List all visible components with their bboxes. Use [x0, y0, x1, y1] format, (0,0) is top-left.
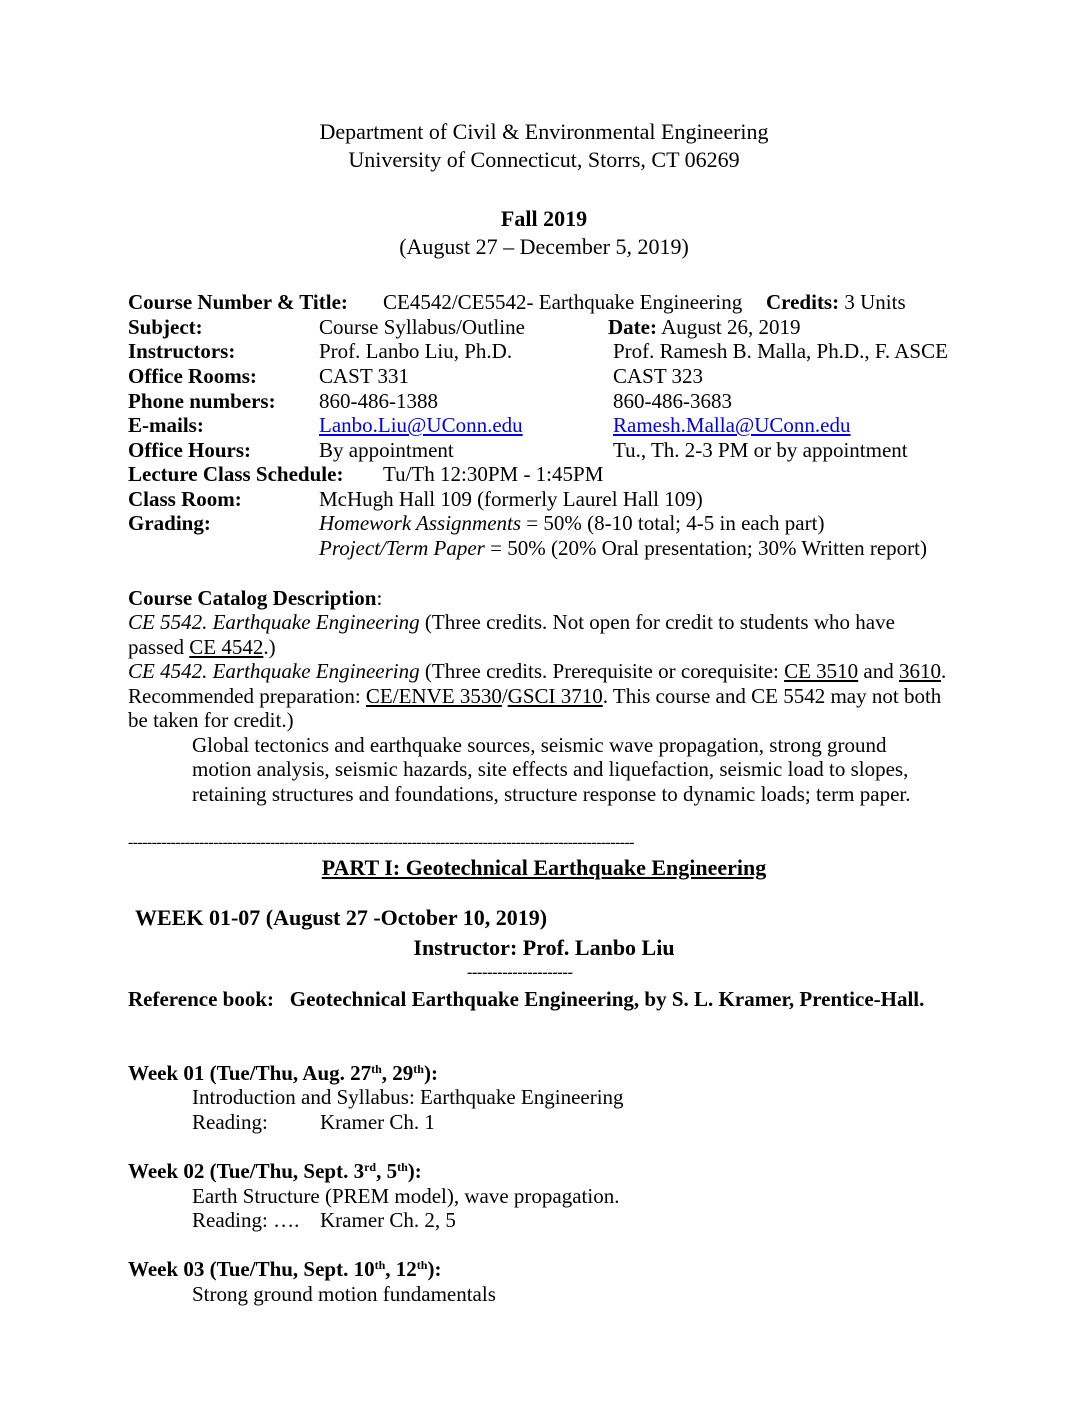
- week-heading-text: , 29: [381, 1061, 414, 1085]
- ordinal-suffix: th: [374, 1258, 386, 1272]
- instructor-2: Prof. Ramesh B. Malla, Ph.D., F. ASCE: [613, 339, 948, 363]
- hours-2: Tu., Th. 2-3 PM or by appointment: [613, 438, 908, 462]
- office-1: CAST 331: [319, 364, 410, 388]
- week-heading-text: ):: [427, 1257, 442, 1281]
- week-topic: Strong ground motion fundamentals: [192, 1282, 496, 1306]
- section-separator: -----------------------------------------------------------------------------------------------------------: [128, 834, 634, 851]
- date: [608, 315, 801, 340]
- date-value: August 26, 2019: [661, 315, 801, 339]
- subject-label: Subject:: [128, 315, 203, 339]
- ordinal-suffix: th: [397, 1160, 408, 1174]
- office-2: CAST 323: [613, 364, 704, 388]
- week-heading-text: , 5: [376, 1159, 398, 1183]
- classroom-label: Class Room:: [128, 487, 242, 511]
- email-2-link[interactable]: Ramesh.Malla@UConn.edu: [613, 413, 851, 437]
- office-rooms-label: Office Rooms:: [128, 364, 257, 388]
- ce4542-text: (Three credits. Prerequisite or corequisite:: [419, 659, 785, 683]
- recommended-line-3: be taken for credit.): [128, 708, 294, 732]
- weeks-heading: WEEK 01-07 (August 27 -October 10, 2019): [135, 905, 548, 930]
- reference-line: [128, 987, 924, 1012]
- university-address: University of Connecticut, Storrs, CT 06269: [348, 147, 740, 172]
- ce5542-line-2: [128, 635, 276, 660]
- phone-label: Phone numbers:: [128, 389, 276, 413]
- ce3610-link[interactable]: 3610: [899, 659, 941, 683]
- department-name: Department of Civil & Environmental Engineering: [319, 119, 769, 144]
- period: .: [941, 659, 947, 683]
- office-hours-label: Office Hours:: [128, 438, 252, 462]
- catalog-heading-text: Course Catalog Description: [128, 586, 377, 610]
- phone-1: 860-486-1388: [319, 389, 438, 413]
- ordinal-suffix: th: [416, 1258, 428, 1272]
- ce4542-title: CE 4542. Earthquake Engineering: [128, 659, 420, 683]
- grading-project: [319, 536, 927, 561]
- ordinal-suffix: th: [371, 1062, 382, 1076]
- ce5542-text-3: .): [263, 635, 276, 659]
- week-reading-label: Reading: ….: [192, 1208, 300, 1232]
- ce5542-line: [128, 610, 895, 635]
- credits-value: 3 Units: [844, 290, 906, 314]
- ce4542-line: [128, 659, 946, 684]
- ordinal-suffix: rd: [364, 1160, 377, 1174]
- ce3510-link[interactable]: CE 3510: [784, 659, 859, 683]
- date-label: Date:: [608, 315, 657, 339]
- credits-label: Credits:: [766, 290, 840, 314]
- grading-detail: = 50% (20% Oral presentation; 30% Written report): [484, 536, 928, 560]
- grading-homework: [319, 511, 824, 536]
- term-dates: (August 27 – December 5, 2019): [399, 234, 689, 259]
- subject-value: Course Syllabus/Outline: [319, 315, 525, 339]
- week-topic: Earth Structure (PREM model), wave propagation.: [192, 1184, 620, 1208]
- ordinal-suffix: th: [413, 1062, 424, 1076]
- week-heading: [128, 1159, 422, 1184]
- week-heading-text: Week 03 (Tue/Thu, Sept. 10: [128, 1257, 375, 1281]
- ce-enve-3530-link[interactable]: CE/ENVE 3530: [365, 684, 502, 708]
- instructor-1: Prof. Lanbo Liu, Ph.D.: [319, 339, 513, 363]
- part1-instructor-text: Instructor: Prof. Lanbo Liu: [413, 935, 675, 960]
- week-heading-text: Week 01 (Tue/Thu, Aug. 27: [128, 1061, 372, 1085]
- description-line: Global tectonics and earthquake sources, seismic wave propagation, strong ground: [192, 733, 887, 757]
- and-text: and: [858, 659, 899, 683]
- week-heading: [128, 1257, 441, 1282]
- ce5542-text-2: passed: [128, 635, 190, 659]
- email-1-link[interactable]: Lanbo.Liu@UConn.edu: [319, 413, 523, 437]
- part1-instructor: [0, 936, 1088, 961]
- instructors-label: Instructors:: [128, 339, 236, 363]
- course-value: CE4542/CE5542- Earthquake Engineering: [383, 290, 743, 314]
- catalog-heading-colon: :: [376, 586, 383, 610]
- term-title: Fall 2019: [500, 206, 588, 231]
- week-heading-text: , 12: [385, 1257, 417, 1281]
- catalog-heading: [128, 586, 382, 611]
- classroom-value: McHugh Hall 109 (formerly Laurel Hall 109): [319, 487, 703, 511]
- schedule-label: Lecture Class Schedule:: [128, 462, 344, 486]
- hours-1: By appointment: [319, 438, 454, 462]
- gsci-3710-link[interactable]: GSCI 3710: [507, 684, 603, 708]
- recommended-text: Recommended preparation:: [128, 684, 366, 708]
- recommended-line: [128, 684, 941, 709]
- grading-item: Project/Term Paper: [319, 536, 485, 560]
- week-topic: Introduction and Syllabus: Earthquake Engineering: [192, 1085, 624, 1109]
- emails-label: E-mails:: [128, 413, 204, 437]
- grading-detail: = 50% (8-10 total; 4-5 in each part): [521, 511, 825, 535]
- course-label: Course Number & Title:: [128, 290, 348, 314]
- description-line: motion analysis, seismic hazards, site effects and liquefaction, seismic load to slopes,: [192, 757, 909, 781]
- sub-separator: ---------------------: [467, 964, 573, 981]
- reference-value: Geotechnical Earthquake Engineering, by S. L. Kramer, Prentice-Hall.: [289, 987, 925, 1011]
- week-heading: [128, 1061, 438, 1086]
- week-heading-text: ):: [423, 1061, 438, 1085]
- schedule-value: Tu/Th 12:30PM - 1:45PM: [383, 462, 604, 486]
- week-reading-label: Reading:: [192, 1110, 268, 1134]
- week-reading-value: Kramer Ch. 1: [320, 1110, 435, 1134]
- part1-title: PART I: Geotechnical Earthquake Engineering: [321, 855, 767, 880]
- phone-2: 860-486-3683: [613, 389, 732, 413]
- description-line: retaining structures and foundations, structure response to dynamic loads; term paper.: [192, 782, 911, 806]
- slash: /: [501, 684, 508, 708]
- week-heading-text: ):: [407, 1159, 422, 1183]
- ce5542-title: CE 5542. Earthquake Engineering: [128, 610, 420, 634]
- credits: [766, 290, 906, 315]
- reference-label: Reference book:: [128, 987, 274, 1011]
- week-heading-text: Week 02 (Tue/Thu, Sept. 3: [128, 1159, 365, 1183]
- recommended-text-2: . This course and CE 5542 may not both: [602, 684, 942, 708]
- ce4542-link[interactable]: CE 4542: [189, 635, 264, 659]
- grading-item: Homework Assignments: [319, 511, 522, 535]
- ce5542-text: (Three credits. Not open for credit to students who have: [419, 610, 895, 634]
- week-reading-value: Kramer Ch. 2, 5: [320, 1208, 456, 1232]
- grading-label: Grading:: [128, 511, 211, 535]
